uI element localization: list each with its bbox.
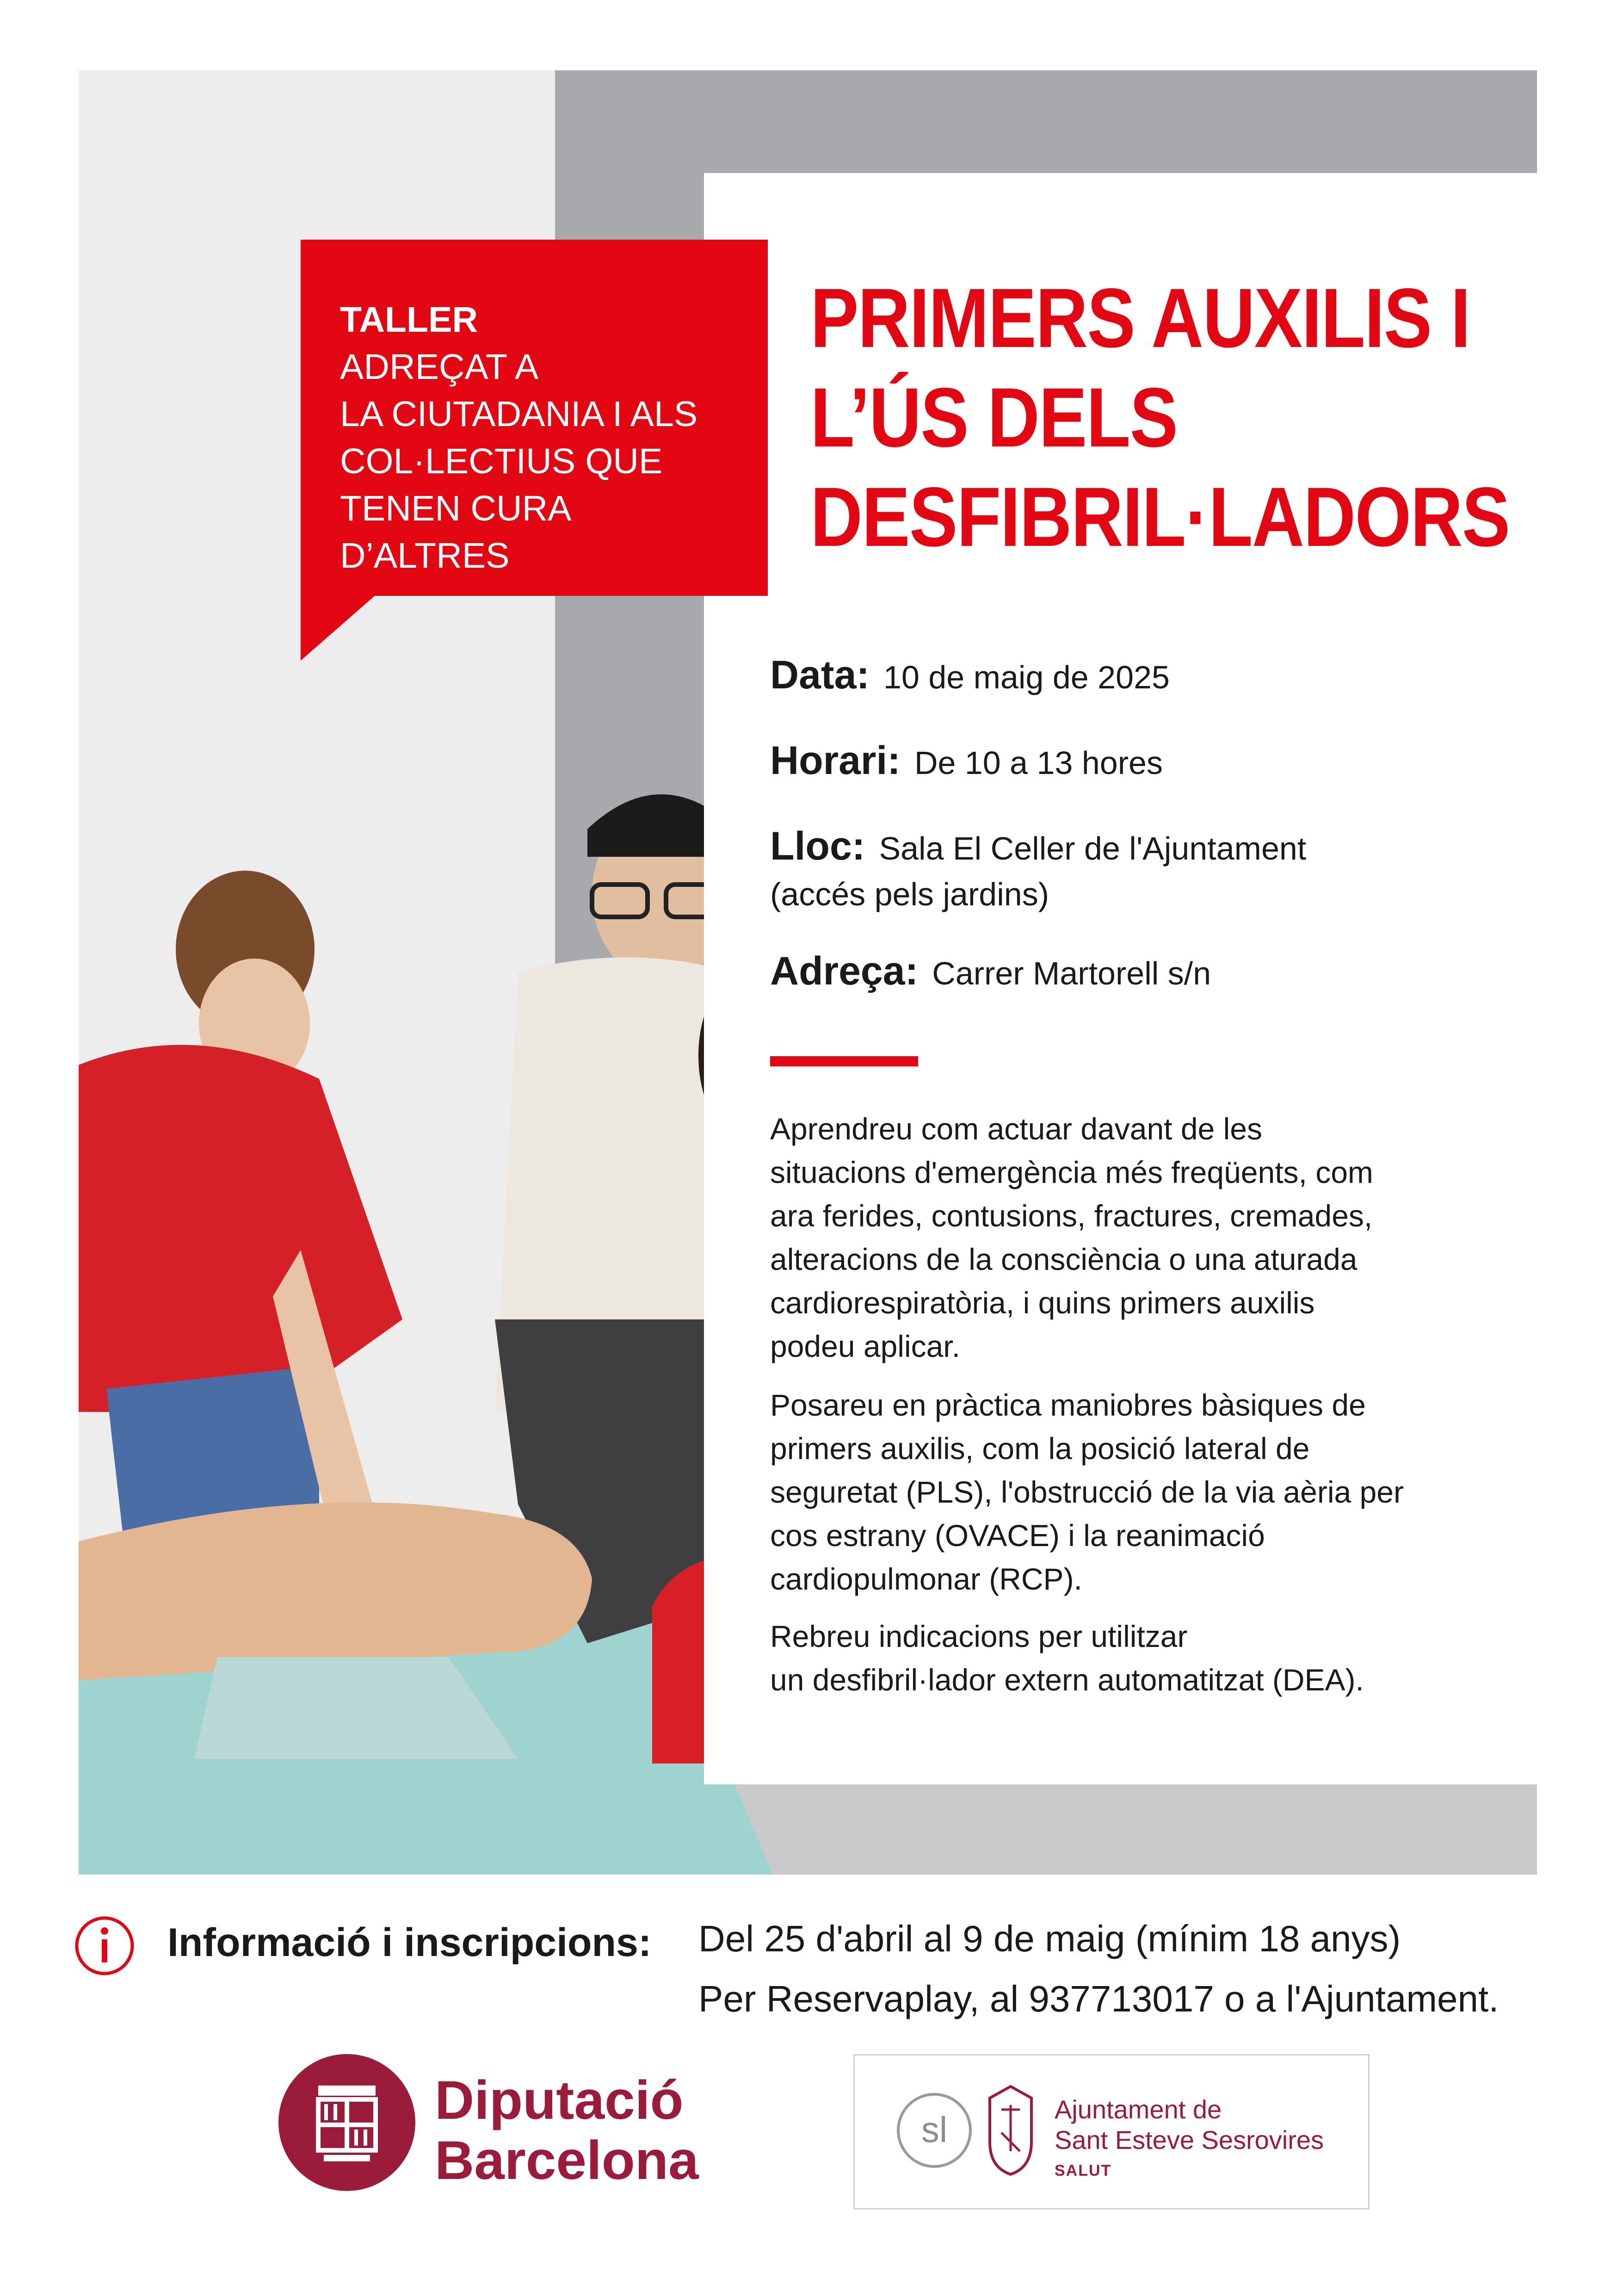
paragraph-line: ara ferides, contusions, fractures, cremades, — [770, 1199, 1373, 1233]
paragraph-line: Rebreu indicacions per utilitzar — [770, 1619, 1188, 1653]
logo-text-line: Ajuntament de — [1055, 2095, 1222, 2124]
event-date — [770, 652, 1170, 698]
place-label: Lloc: — [770, 824, 865, 868]
paragraph-line: cardiorespiratòria, i quins primers auxilis — [770, 1286, 1315, 1320]
diputacio-barcelona-name — [435, 2070, 699, 2191]
description-paragraph — [770, 1383, 1519, 1601]
date-value: 10 de maig de 2025 — [883, 659, 1170, 695]
address-value: Carrer Martorell s/n — [932, 955, 1211, 991]
ajuntament-name — [1055, 2094, 1324, 2186]
page-title — [810, 268, 1510, 567]
registration-dates: Del 25 d'abril al 9 de maig (mínim 18 anys) — [698, 1918, 1401, 1959]
paragraph-line: Aprendreu com actuar davant de les — [770, 1112, 1262, 1146]
address-label: Adreça: — [770, 949, 919, 993]
paragraph-line: seguretat (PLS), l'obstrucció de la via aèria per — [770, 1475, 1404, 1509]
logo-text-line: Diputació — [435, 2070, 684, 2131]
diputacio-barcelona-emblem — [278, 2053, 416, 2192]
paragraph-line: podeu aplicar. — [770, 1329, 960, 1363]
title-line: L’ÚS DELS — [810, 370, 1178, 464]
info-icon — [74, 1915, 135, 1976]
title-line: DESFIBRIL·LADORS — [810, 470, 1510, 564]
workshop-tag-text — [340, 296, 756, 579]
place-value: Sala El Celler de l'Ajuntament — [879, 830, 1307, 866]
department-label: SALUT — [1055, 2162, 1112, 2179]
paragraph-line: un desfibril·lador extern automatitzat (DEA). — [770, 1663, 1364, 1697]
description-paragraph — [770, 1107, 1519, 1368]
paragraph-line: situacions d'emergència més freqüents, com — [770, 1155, 1373, 1189]
event-address — [770, 948, 1211, 994]
tag-audience-line: D’ALTRES — [340, 536, 510, 576]
paragraph-line: cardiopulmonar (RCP). — [770, 1562, 1082, 1596]
tag-kind: TALLER — [340, 300, 478, 340]
accent-divider — [770, 1056, 918, 1066]
tag-audience-line: COL·LECTIUS QUE — [340, 441, 663, 481]
paragraph-line: alteracions de la consciència o una aturada — [770, 1242, 1358, 1276]
tag-audience-line: ADREÇAT A — [340, 347, 539, 387]
paragraph-line: Posareu en pràctica maniobres bàsiques de — [770, 1388, 1366, 1422]
logo-text-line: Sant Esteve Sesrovires — [1055, 2125, 1324, 2154]
title-line: PRIMERS AUXILIS I — [810, 271, 1470, 365]
municipal-crest-icon — [983, 2082, 1038, 2179]
event-place — [770, 823, 1306, 869]
sl-monogram-icon — [895, 2091, 974, 2170]
registration-channels: Per Reservaplay, al 937713017 o a l'Ajuntament. — [698, 1978, 1499, 2019]
description-paragraph — [770, 1615, 1519, 1702]
tag-audience-line: TENEN CURA — [340, 489, 572, 528]
paragraph-line: cos estrany (OVACE) i la reanimació — [770, 1518, 1265, 1553]
info-label: Informació i inscripcions: — [167, 1920, 652, 1965]
time-label: Horari: — [770, 738, 901, 783]
monogram-text: sl — [921, 2109, 948, 2150]
tag-audience-line: LA CIUTADANIA I ALS — [340, 394, 698, 434]
event-time — [770, 738, 1163, 784]
logo-text-line: Barcelona — [435, 2130, 699, 2191]
time-value: De 10 a 13 hores — [914, 745, 1163, 781]
place-note: (accés pels jardins) — [770, 876, 1049, 912]
date-label: Data: — [770, 653, 870, 697]
paragraph-line: primers auxilis, com la posició lateral de — [770, 1431, 1310, 1466]
